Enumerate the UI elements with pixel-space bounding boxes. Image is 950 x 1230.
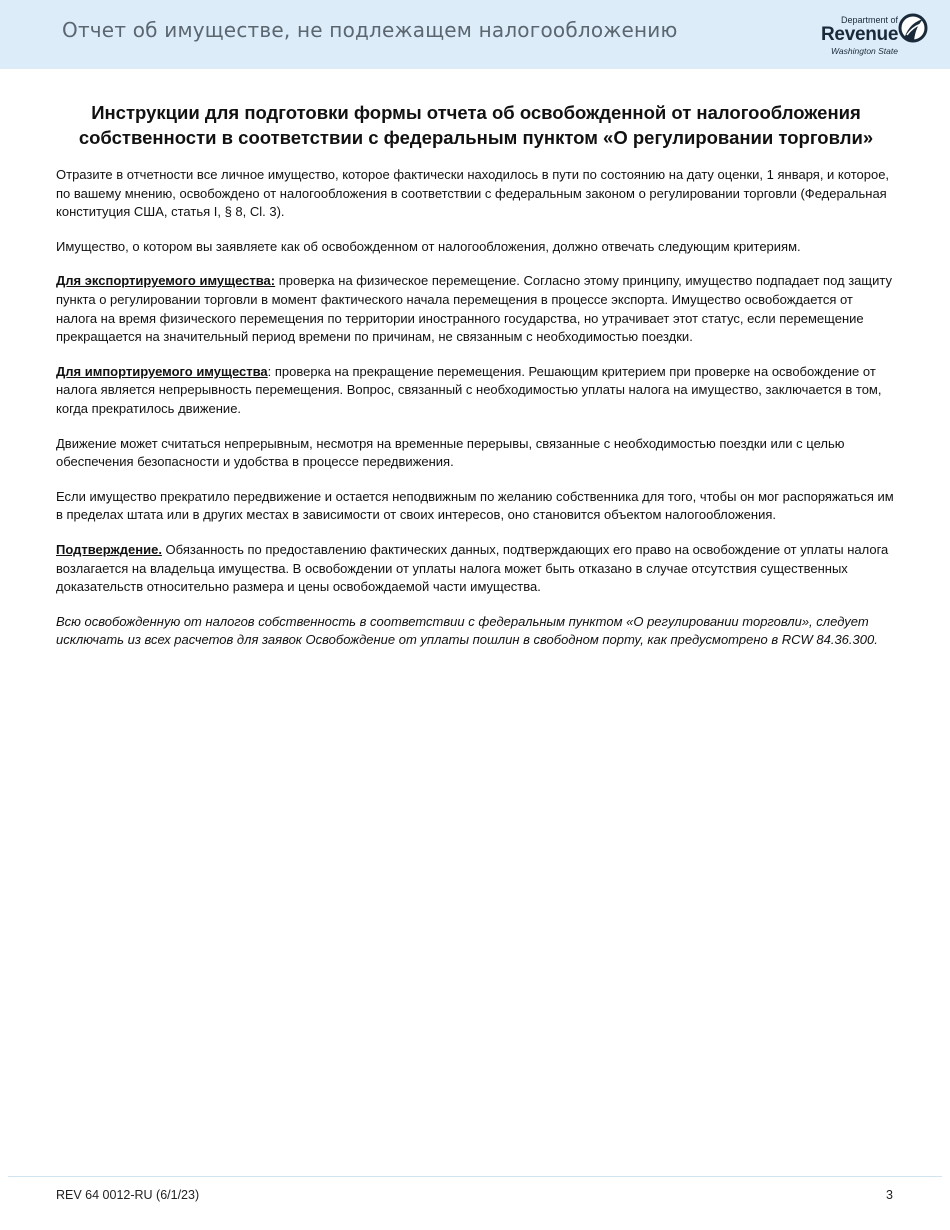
document-title [56, 100, 896, 150]
document-title-line-1: Инструкции для подготовки формы отчета об освобожденной от налогообложения [91, 102, 861, 123]
document-title-line-2: собственности в соответствии с федеральным пунктом «О регулировании торговли» [78, 127, 874, 148]
logo-line-state: Washington State [831, 46, 898, 56]
paragraph-taxable: Если имущество прекратило передвижение и остается неподвижным по желанию собственника для того, чтобы он мог распоряжаться им в пределах штата или в других местах в зависимости от своих интересов, оно становится объектом налогообложения. [56, 488, 894, 523]
paragraph-export [56, 272, 894, 346]
paragraph-intro: Отразите в отчетности все личное имущество, которое фактически находилось в пути по состоянию на дату оценки, 1 января, и которое, по вашему мнению, освобождено от налогообложения в соответствии с федеральным законом о регулировании торговли (Федеральная конституция США, статья I, § 8, Cl. 3). [56, 167, 890, 220]
export-text: проверка на физическое перемещение. Согласно этому принципу, имущество подпадает под защиту пункта о регулировании торговли в момент фактического начала перемещения в процессе экспорта. Имущество освобождается от налога на время физического перемещения по территории иностранного государства, но утрачивает этот статус, если перемещение прекращается на значительный период времени по причинам, не связанным с необходимостью поездки. [56, 273, 892, 345]
header-band [0, 0, 950, 69]
dor-emblem-icon [898, 13, 928, 47]
header-title: Отчет об имуществе, не подлежащем налогообложению [62, 18, 678, 42]
logo-line-revenue: Revenue [821, 24, 899, 45]
proof-label: Подтверждение. [56, 541, 162, 557]
import-colon: : [267, 363, 272, 379]
paragraph-criteria: Имущество, о котором вы заявляете как об освобожденном от налогообложения, должно отвечать следующим критериям. [56, 238, 801, 254]
proof-text: Обязанность по предоставлению фактических данных, подтверждающих его право на освобождение от уплаты налога возлагается на владельца имущества. В освобождении от уплаты налога может быть отказано в случае отсутствия существенных доказательств относительно размера и цены освобождаемой части имущества. [56, 541, 889, 595]
logo-line-department: Department of [840, 15, 898, 25]
paragraph-continuous-movement: Движение может считаться непрерывным, несмотря на временные перерывы, связанные с необходимостью поездки или с целью обеспечения безопасности и удобства в процессе передвижения. [56, 435, 845, 470]
footer-divider [8, 1176, 942, 1177]
export-label: Для экспортируемого имущества: [56, 273, 276, 289]
paragraph-import [56, 363, 894, 419]
import-label: Для импортируемого имущества [56, 363, 268, 379]
import-text: проверка на прекращение перемещения. Решающим критерием при проверке на освобождение от налога является непрерывность перемещения. Вопрос, связанный с необходимостью уплаты налога на имущество, заключается в том, когда прекратилось движение. [56, 363, 882, 416]
paragraph-proof [56, 541, 894, 597]
footer-page-number: 3 [886, 1188, 893, 1202]
paragraph-freeport-note: Всю освобожденную от налогов собственность в соответствии с федеральным пунктом «О регулировании торговли», следует исключать из всех расчетов для заявок Освобождение от уплаты пошлин в свободном порту, как предусмотрено в RCW 84.36.300. [56, 613, 878, 648]
dor-logo [818, 13, 928, 59]
document-body [56, 166, 894, 666]
footer-form-id: REV 64 0012-RU (6/1/23) [56, 1188, 200, 1202]
